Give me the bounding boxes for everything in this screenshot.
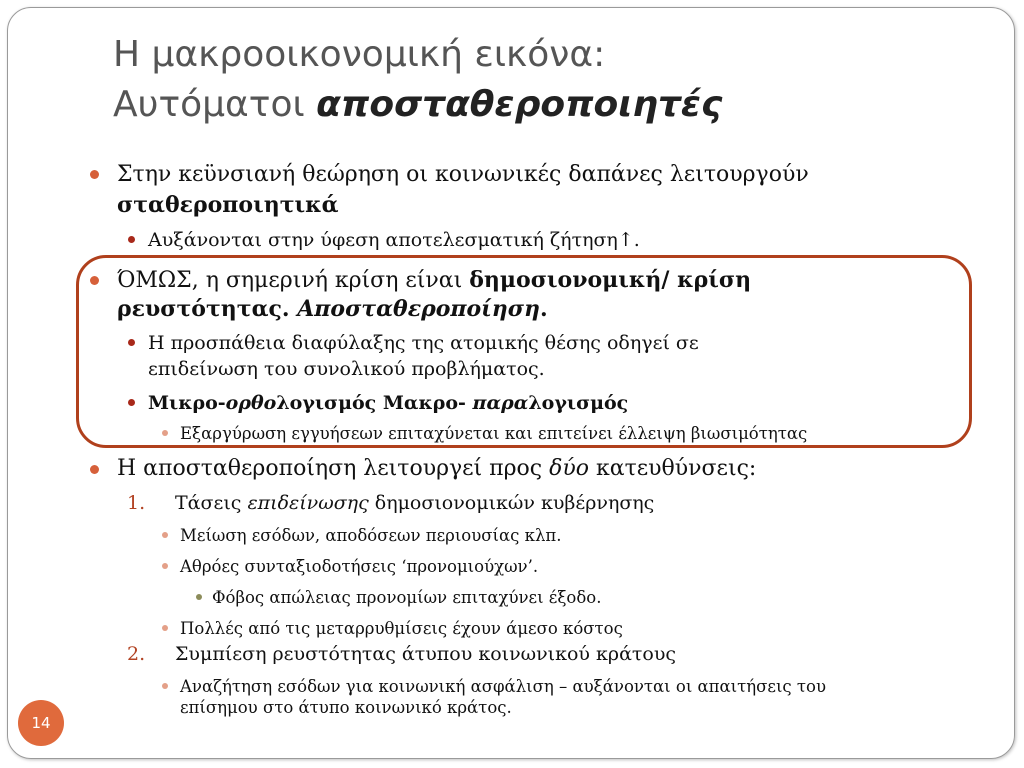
numbered-item-1-b: δημοσιονομικών κυβέρνησης xyxy=(368,492,655,514)
bullet-1-1-a: Αυξάνονται στην ύφεση xyxy=(148,229,386,251)
bullet-marker xyxy=(196,594,202,600)
bullet-2-1-line-2: επιδείνωση του συνολικού προβλήματος. xyxy=(148,358,545,380)
bullet-marker xyxy=(162,683,168,689)
bullet-2-bold-italic: Αποσταθεροποίηση xyxy=(297,296,541,322)
bullet-3 xyxy=(117,456,756,482)
bullet-marker xyxy=(162,563,168,569)
bullet-marker xyxy=(90,276,99,285)
bullet-2-2-b: ορθο xyxy=(225,392,277,414)
bullet-2-bold-1: δημοσιονομική/ κρίση xyxy=(469,267,752,293)
bullet-2-2-1: Εξαργύρωση εγγυήσεων επιταχύνεται και επιτείνει έλλειψη βιωσιμότητας xyxy=(180,424,808,443)
numbered-item-1-sub-2-1: Φόβος απώλειας προνομίων επιταχύνει έξοδο. xyxy=(212,588,602,607)
bullet-marker xyxy=(90,465,99,474)
numbered-item-2: Συμπίεση ρευστότητας άτυπου κοινωνικού κράτους xyxy=(175,643,677,665)
bullet-2-2-d: Μακρο- xyxy=(382,392,473,414)
numbered-item-1-sub-1: Μείωση εσόδων, αποδόσεων περιουσίας κλπ. xyxy=(180,526,562,545)
bullet-2-dot: . xyxy=(540,296,548,322)
bullet-2-2-a: Μικρο- xyxy=(148,392,226,414)
title-line-2-emphasis: αποσταθεροποιητές xyxy=(316,84,723,125)
bullet-marker xyxy=(162,532,168,538)
bullet-1-emphasis: σταθεροποιητικά xyxy=(117,192,339,218)
numbered-item-1-a: Τάσεις xyxy=(175,492,248,514)
numbered-item-1-sub-3: Πολλές από τις μεταρρυθμίσεις έχουν άμεσο κόστος xyxy=(180,619,623,638)
title-line-1: Η μακροοικονομική εικόνα: xyxy=(113,34,606,75)
bullet-2-bold-2: ρευστότητας. xyxy=(117,296,298,322)
numbered-item-2-sub-1-line-2: επίσημου στο άτυπο κοινωνικό κράτος. xyxy=(180,698,512,717)
numbered-item-2-sub-1-line-1: Αναζήτηση εσόδων για κοινωνική ασφάλιση – αυξάνονται οι απαιτήσεις του xyxy=(180,677,827,696)
bullet-2-1-line-1: Η προσπάθεια διαφύλαξης της ατομικής θέσης οδηγεί σε xyxy=(148,332,699,354)
bullet-3-italic: δύο xyxy=(549,456,589,481)
bullet-marker xyxy=(162,625,168,631)
list-number-2: 2. xyxy=(127,643,146,665)
bullet-1-bold xyxy=(117,192,339,219)
bullet-2-line-1 xyxy=(117,267,751,294)
list-number-1: 1. xyxy=(127,492,146,514)
numbered-item-1-italic: επιδείνωσης xyxy=(247,492,369,514)
bullet-2-line-2 xyxy=(117,296,548,323)
page-number-badge: 14 xyxy=(18,700,64,746)
numbered-item-1 xyxy=(175,491,654,515)
numbered-item-1-sub-2: Αθρόες συνταξιοδοτήσεις ‘προνομιούχων’. xyxy=(180,557,539,576)
title-line-2-normal: Αυτόματοι xyxy=(113,84,317,125)
bullet-1-1-b: αποτελεσματική ζήτηση↑. xyxy=(385,229,640,251)
bullet-1-text: Στην κεϋνσιανή θεώρηση οι κοινωνικές δαπάνες λειτουργούν xyxy=(117,162,809,187)
bullet-3-a: Η αποσταθεροποίηση λειτουργεί προς xyxy=(117,456,550,481)
bullet-1-1 xyxy=(148,228,640,252)
bullet-2-a: ΌΜΩΣ, η σημερινή κρίση είναι xyxy=(117,268,470,293)
bullet-2-2-f: λογισμός xyxy=(528,392,629,414)
bullet-marker xyxy=(162,430,168,436)
bullet-marker xyxy=(128,236,135,243)
bullet-2-2 xyxy=(148,391,628,415)
bullet-marker xyxy=(128,339,135,346)
bullet-2-2-c: λογισμός xyxy=(276,392,383,414)
bullet-3-b: κατευθύνσεις: xyxy=(589,456,757,481)
bullet-marker xyxy=(90,170,99,179)
bullet-2-2-e: παρα xyxy=(472,392,529,414)
bullet-marker xyxy=(128,399,135,406)
